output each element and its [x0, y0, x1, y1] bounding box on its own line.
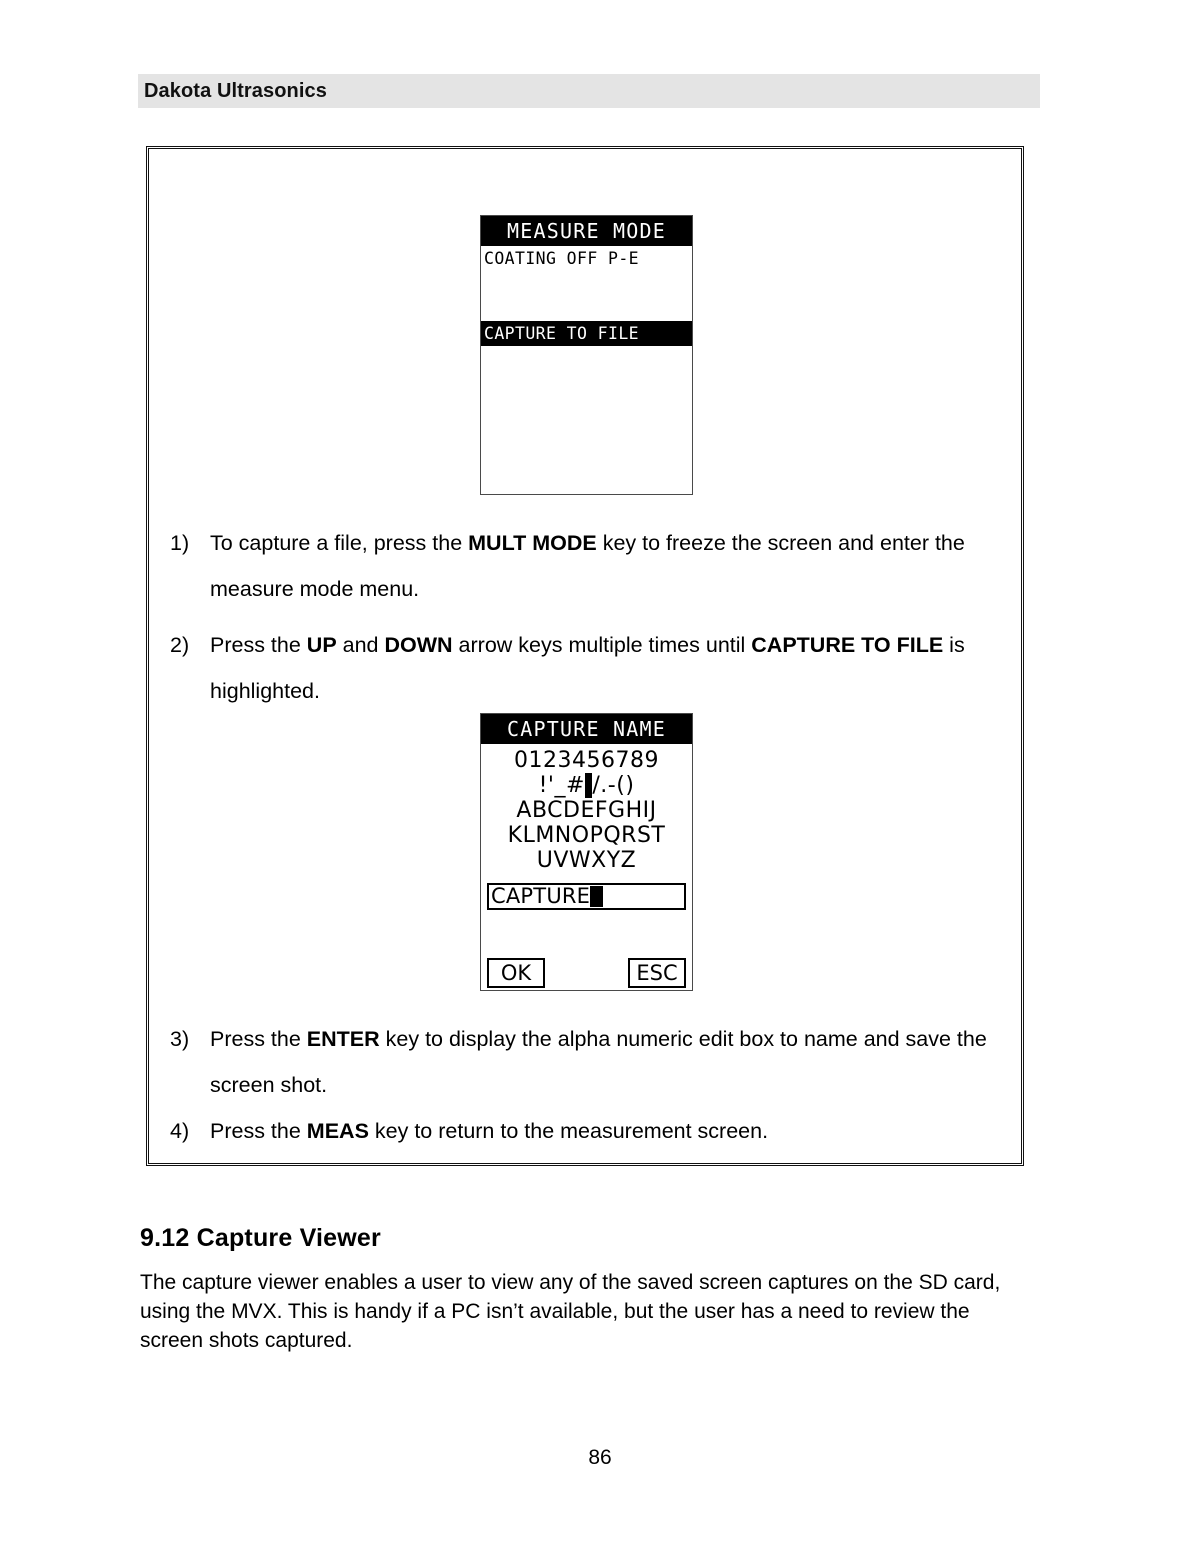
step-list-bottom	[170, 1016, 1000, 1154]
step-plain-text: is highlighted.	[210, 633, 965, 703]
step-plain-text: Press the	[210, 1027, 307, 1051]
measure-mode-item-coating[interactable]: COATING OFF P-E	[484, 249, 640, 268]
step-plain-text: key to display the alpha numeric edit box to name and save the screen shot.	[210, 1027, 987, 1097]
step-item-3	[170, 1016, 1000, 1108]
charmap-row-symbols[interactable]	[481, 773, 692, 798]
page-header-title: Dakota Ultrasonics	[144, 79, 327, 102]
step-number-4: 4)	[170, 1119, 190, 1143]
measure-mode-item-capture-to-file[interactable]: CAPTURE TO FILE	[481, 321, 692, 346]
charmap-row-alpha-1[interactable]: ABCDEFGHIJ	[516, 798, 657, 823]
measure-mode-spacer	[481, 271, 692, 321]
text-cursor-icon	[590, 886, 603, 907]
page-running-header	[138, 74, 1040, 108]
step-key-label: DOWN	[384, 633, 453, 657]
device-screen-measure-mode	[480, 215, 693, 495]
step-text-1	[210, 520, 1000, 612]
step-item-2	[170, 622, 1000, 714]
step-number-3: 3)	[170, 1027, 190, 1051]
step-plain-text: To capture a file, press the	[210, 531, 469, 555]
charmap-row-alpha-2[interactable]: KLMNOPQRST	[507, 823, 666, 848]
capture-name-value: CAPTURE	[491, 884, 591, 908]
charmap-row-digits[interactable]: 0123456789	[514, 748, 659, 773]
capture-name-title: CAPTURE NAME	[481, 714, 692, 744]
capture-name-button-row	[487, 958, 686, 988]
ok-button[interactable]: OK	[487, 958, 545, 988]
step-plain-text: key to freeze the screen and enter the measure mode menu.	[210, 531, 965, 601]
capture-name-input[interactable]	[487, 883, 686, 910]
step-plain-text: Press the	[210, 633, 307, 657]
measure-mode-title: MEASURE MODE	[481, 216, 692, 246]
step-key-label: MULT MODE	[468, 531, 597, 555]
step-key-label: MEAS	[306, 1119, 369, 1143]
measure-mode-body	[481, 246, 692, 494]
charmap-symbols-left: !'_#	[538, 773, 585, 798]
page-number: 86	[588, 1446, 612, 1469]
esc-button[interactable]: ESC	[628, 958, 686, 988]
charmap-row-alpha-3[interactable]: UVWXYZ	[536, 848, 637, 873]
step-key-label: CAPTURE TO FILE	[751, 633, 944, 657]
step-text-4	[210, 1108, 1000, 1154]
step-text-2	[210, 622, 1000, 714]
step-item-1	[170, 520, 1000, 612]
step-number-2: 2)	[170, 633, 190, 657]
step-number-1: 1)	[170, 531, 190, 555]
step-key-label: UP	[306, 633, 337, 657]
section-body-paragraph: The capture viewer enables a user to view any of the saved screen captures on the SD card, using the MVX. This is handy if a PC isn’t available, but the user has a need to review the screen shots captured.	[140, 1271, 1001, 1352]
step-list-top	[170, 520, 1000, 612]
step-plain-text: and	[336, 633, 385, 657]
capture-name-body	[481, 744, 692, 994]
step-plain-text: Press the	[210, 1119, 307, 1143]
charmap-symbols-right: /.-()	[592, 773, 635, 798]
step-list-mid	[170, 622, 1000, 714]
step-plain-text: key to return to the measurement screen.	[368, 1119, 769, 1143]
device-screen-capture-name	[480, 713, 693, 991]
step-plain-text: arrow keys multiple times until	[452, 633, 752, 657]
step-item-4	[170, 1108, 1000, 1154]
step-key-label: ENTER	[306, 1027, 380, 1051]
section-heading: 9.12 Capture Viewer	[140, 1224, 381, 1252]
step-text-3	[210, 1016, 1000, 1108]
